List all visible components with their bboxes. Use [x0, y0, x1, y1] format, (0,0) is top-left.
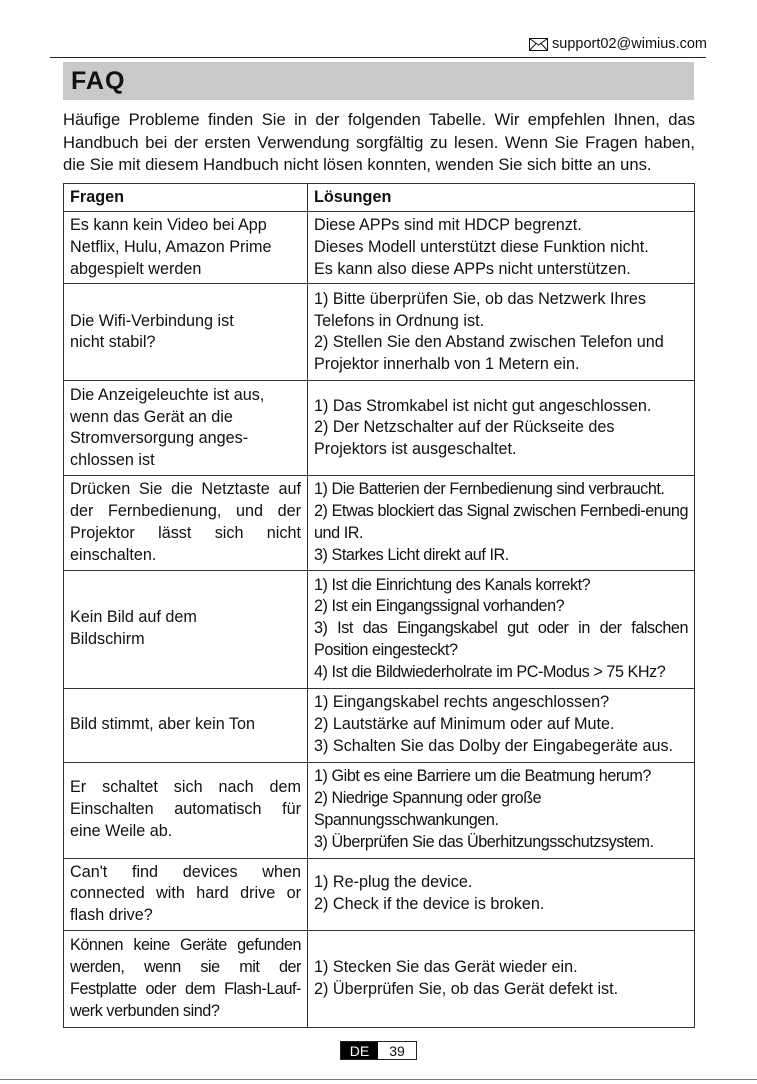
answer-cell: 1) Eingangskabel rechts angeschlossen? 2) Lautstärke auf Minimum oder auf Mute. 3) Schalten Sie das Dolby der Eingabegeräte aus. — [308, 688, 695, 762]
answer-cell: 1) Re-plug the device. 2) Check if the device is broken. — [308, 858, 695, 930]
faq-table — [63, 183, 695, 1028]
table-row — [64, 858, 695, 930]
header-email — [529, 36, 707, 52]
answer-cell: 1) Gibt es eine Barriere um die Beatmung herum? 2) Niedrige Spannung oder große Spannungsschwankungen. 3) Überprüfen Sie das Überhitzungsschutzsystem. — [308, 762, 695, 858]
question-cell: Kein Bild auf dem Bildschirm — [64, 570, 308, 688]
question-cell: Die Anzeigeleuchte ist aus, wenn das Gerät an die Stromversorgung anges-chlossen ist — [64, 381, 308, 476]
column-header-questions: Fragen — [64, 184, 308, 212]
question-cell: Bild stimmt, aber kein Ton — [64, 688, 308, 762]
answer-cell: Diese APPs sind mit HDCP begrenzt. Dieses Modell unterstützt diese Funktion nicht. Es kann also diese APPs nicht unterstützen. — [308, 212, 695, 284]
intro-paragraph: Häufige Probleme finden Sie in der folgenden Tabelle. Wir empfehlen Ihnen, das Handbuch bei der ersten Verwendung sorgfältig zu lesen. Wenn Sie Fragen haben, die Sie mit diesem Handbuch nicht lösen konnten, wenden Sie sich bitte an uns. — [63, 110, 695, 174]
question-cell: Die Wifi-Verbindung ist nicht stabil? — [64, 284, 308, 381]
answer-cell: 1) Bitte überprüfen Sie, ob das Netzwerk Ihres Telefons in Ordnung ist. 2) Stellen Sie den Abstand zwischen Telefon und Projektor innerhalb von 1 Metern ein. — [308, 284, 695, 381]
table-row — [64, 762, 695, 858]
table-row — [64, 212, 695, 284]
table-row — [64, 688, 695, 762]
table-row — [64, 930, 695, 1027]
page-title: FAQ — [71, 66, 126, 95]
table-row — [64, 476, 695, 570]
answer-cell: 1) Das Stromkabel ist nicht gut angeschlossen. 2) Der Netzschalter auf der Rückseite des Projektors ist ausgeschaltet. — [308, 381, 695, 476]
table-row — [64, 570, 695, 688]
email-address: support02@wimius.com — [552, 36, 707, 52]
header-divider — [50, 57, 706, 58]
table-row — [64, 381, 695, 476]
question-cell: Drücken Sie die Netztaste auf der Fernbedienung, und der Projektor lässt sich nicht einschalten. — [64, 476, 308, 570]
footer-divider — [0, 1079, 757, 1080]
table-header-row — [64, 184, 695, 212]
table-row — [64, 284, 695, 381]
language-badge: DE — [341, 1042, 378, 1059]
column-header-solutions: Lösungen — [308, 184, 695, 212]
question-cell: Können keine Geräte gefunden werden, wenn sie mit der Festplatte oder dem Flash-Lauf-werk verbunden sind? — [64, 930, 308, 1027]
answer-cell: 1) Stecken Sie das Gerät wieder ein. 2) Überprüfen Sie, ob das Gerät defekt ist. — [308, 930, 695, 1027]
question-cell: Er schaltet sich nach dem Einschalten automatisch für eine Weile ab. — [64, 762, 308, 858]
question-cell: Es kann kein Video bei App Netflix, Hulu, Amazon Prime abgespielt werden — [64, 212, 308, 284]
answer-cell: 1) Ist die Einrichtung des Kanals korrekt? 2) Ist ein Eingangssignal vorhanden? 3) Ist das Eingangskabel gut oder in der falschen Position eingesteckt? 4) Ist die Bildwiederholrate im PC-Modus > 75 KHz? — [308, 570, 695, 688]
page-number: 39 — [378, 1042, 416, 1059]
page-number-box — [340, 1041, 417, 1060]
question-cell: Can't find devices when connected with hard drive or flash drive? — [64, 858, 308, 930]
mail-icon — [529, 38, 548, 51]
answer-cell: 1) Die Batterien der Fernbedienung sind verbraucht. 2) Etwas blockiert das Signal zwischen Fernbedi-enung und IR. 3) Starkes Licht direkt auf IR. — [308, 476, 695, 570]
faq-banner — [63, 62, 694, 100]
